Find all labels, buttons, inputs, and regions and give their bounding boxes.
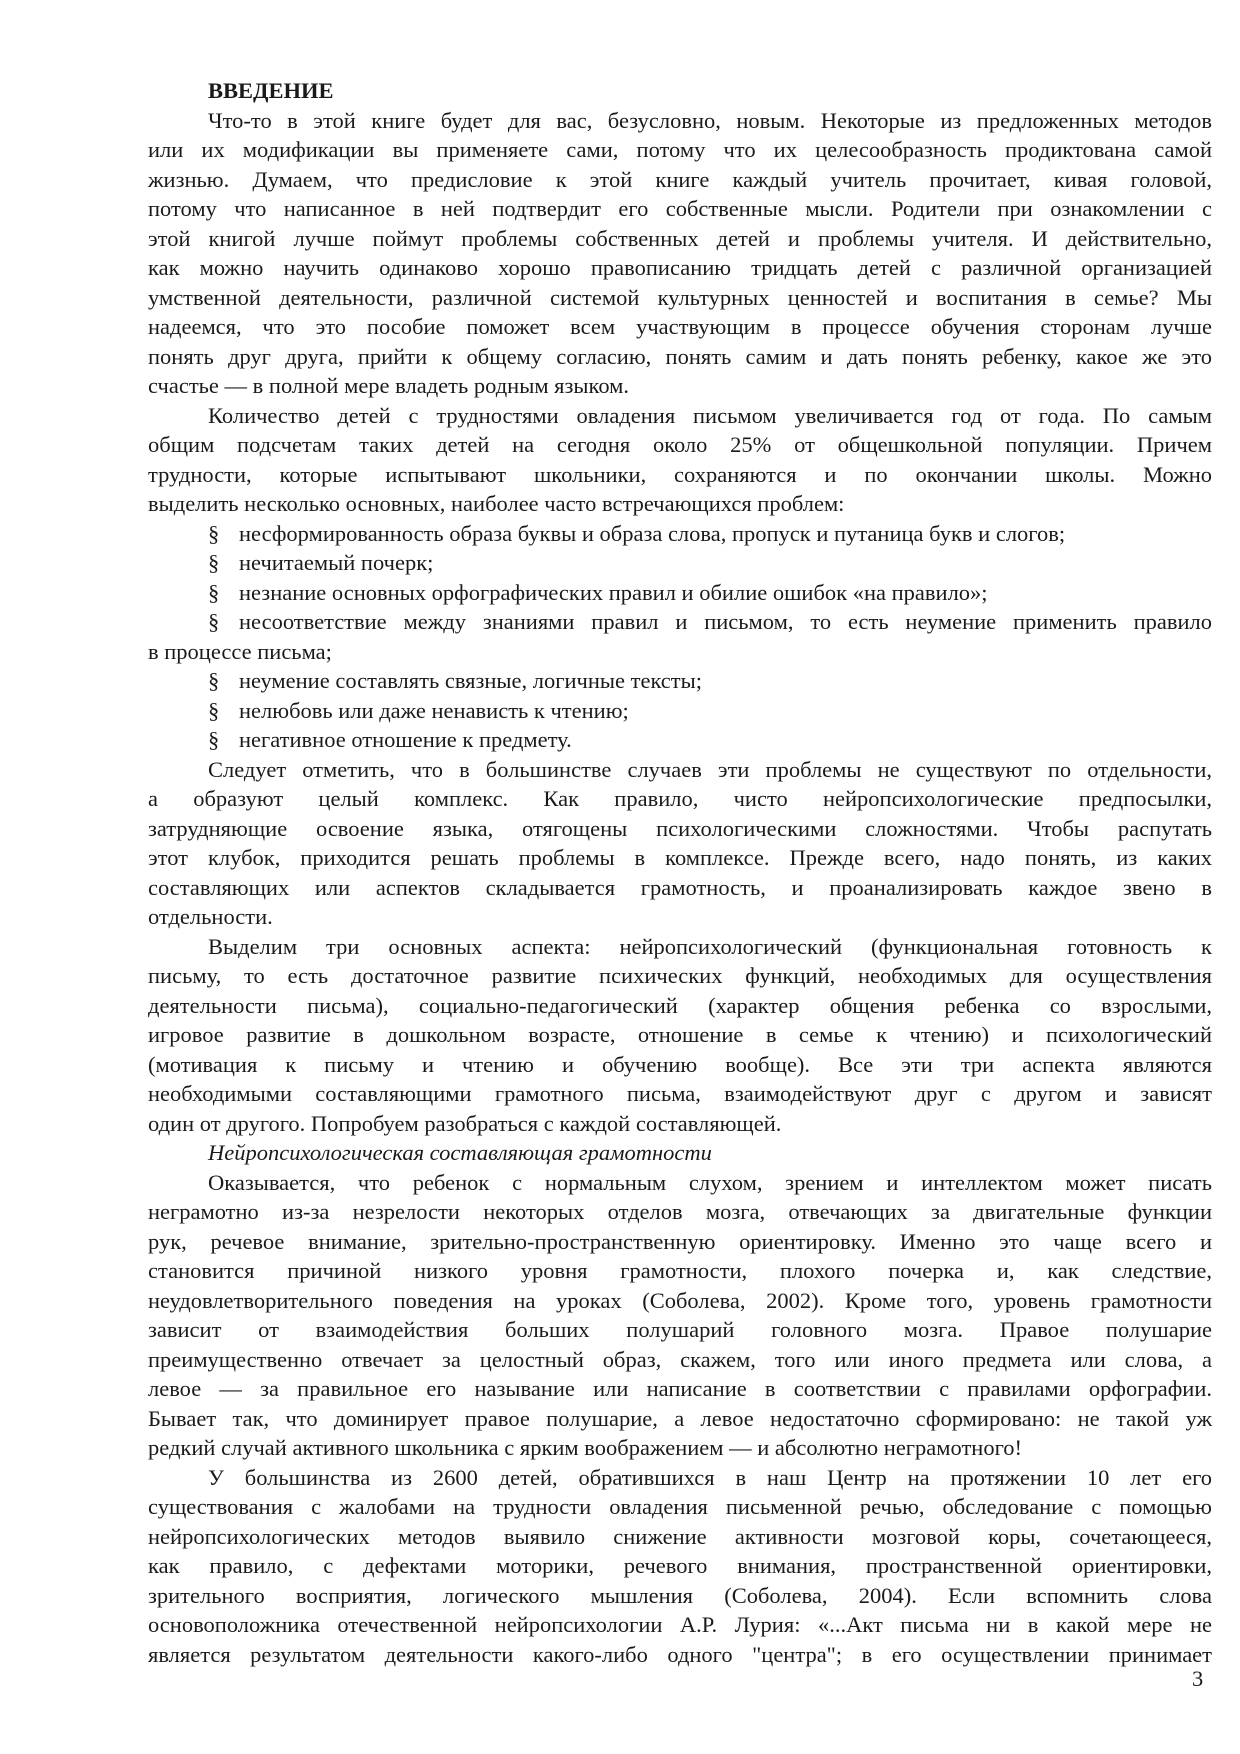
paragraph-neuro <box>148 1168 1212 1463</box>
text-line: один от другого. Попробуем разобраться с каждой составляющей. <box>148 1110 782 1136</box>
list-item-text: нечитаемый почерк; <box>239 550 434 575</box>
text-line: преимущественно отвечает за целостный образ, скажем, того или иного предмета или слова, а <box>148 1346 1212 1372</box>
text-line: понять друг друга, прийти к общему согласию, понять самим и дать понять ребенку, какое же это <box>148 343 1212 369</box>
section-sign-bullet-icon: § <box>208 697 220 723</box>
list-item-text: несоответствие между знаниями правил и письмом, то есть неумение применить правило <box>239 609 1212 634</box>
text-line: как можно научить одинаково хорошо правописанию тридцать детей с различной организацией <box>148 255 1212 280</box>
section-sign-bullet-icon: § <box>208 668 220 693</box>
text-line: Бывает так, что доминирует правое полушарие, а левое недостаточно сформировано: не такой уж <box>148 1405 1212 1431</box>
text-line: жизнью. Думаем, что предисловие к этой книге каждый учитель прочитает, кивая головой, <box>148 166 1212 192</box>
paragraph-aspects <box>148 932 1212 1139</box>
text-line: Следует отметить, что в большинстве случаев эти проблемы не существуют по отдельности, <box>208 756 1212 782</box>
text-line: этой книгой лучше поймут проблемы собственных детей и проблемы учителя. И действительно, <box>148 225 1212 251</box>
text-line: потому что написанное в ней подтвердит его собственные мысли. Родители при ознакомлении с <box>148 196 1212 221</box>
section-heading: ВВЕДЕНИЕ <box>208 78 334 103</box>
text-line: существования с жалобами на трудности овладения письменной речью, обследование с помощью <box>148 1494 1212 1519</box>
paragraph-difficulties <box>148 401 1212 519</box>
text-line: умственной деятельности, различной системой культурных ценностей и воспитания в семье? Мы <box>148 284 1212 310</box>
list-item <box>148 519 1212 549</box>
paragraph-intro <box>148 106 1212 401</box>
list-item <box>148 548 1212 578</box>
text-line: левое — за правильное его называние или написание в соответствии с правилами орфографии. <box>148 1376 1212 1401</box>
list-item-text: нелюбовь или даже ненависть к чтению; <box>239 697 629 723</box>
text-line: Количество детей с трудностями овладения письмом увеличивается год от года. По самым <box>208 402 1212 428</box>
text-line: счастье — в полной мере владеть родным языком. <box>148 373 630 398</box>
text-line: необходимыми составляющими грамотного письма, взаимодействуют друг с другом и зависят <box>148 1081 1212 1106</box>
section-sign-bullet-icon: § <box>208 727 220 752</box>
text-line: нейропсихологических методов выявило снижение активности мозговой коры, сочетающееся, <box>148 1523 1212 1549</box>
text-line: зрительного восприятия, логического мышления (Соболева, 2004). Если вспомнить слова <box>148 1582 1212 1608</box>
list-item-text: негативное отношение к предмету. <box>239 727 572 752</box>
section-sign-bullet-icon: § <box>208 579 220 605</box>
text-line: Оказывается, что ребенок с нормальным слухом, зрением и интеллектом может писать <box>208 1169 1212 1195</box>
text-line: составляющих или аспектов складывается грамотность, и проанализировать каждое звено в <box>148 874 1212 900</box>
list-item <box>148 725 1212 755</box>
text-line: неграмотно из-за незрелости некоторых отделов мозга, отвечающих за двигательные функции <box>148 1199 1212 1224</box>
text-line: редкий случай активного школьника с ярким воображением — и абсолютно неграмотного! <box>148 1435 1022 1460</box>
text-line: игровое развитие в дошкольном возрасте, отношение в семье к чтению) и психологический <box>148 1022 1212 1047</box>
list-item-continuation: в процессе письма; <box>148 638 332 664</box>
text-line: является результатом деятельности какого-либо одного "центра"; в его осуществлении принимает <box>148 1641 1212 1667</box>
text-line: Что-то в этой книге будет для вас, безусловно, новым. Некоторые из предложенных методов <box>208 107 1212 133</box>
document-page <box>148 76 1212 1669</box>
paragraph-complex <box>148 755 1212 932</box>
text-line: а образуют целый комплекс. Как правило, чисто нейропсихологические предпосылки, <box>148 786 1212 811</box>
text-line: этот клубок, приходится решать проблемы в комплексе. Прежде всего, надо понять, из каких <box>148 845 1212 870</box>
text-line: Выделим три основных аспекта: нейропсихологический (функциональная готовность к <box>208 933 1212 959</box>
text-line: как правило, с дефектами моторики, речевого внимания, пространственной ориентировки, <box>148 1553 1212 1578</box>
list-item <box>148 696 1212 726</box>
text-line: становится причиной низкого уровня грамотности, плохого почерка и, как следствие, <box>148 1258 1212 1283</box>
text-line: деятельности письма), социально-педагогический (характер общения ребенка со взрослыми, <box>148 992 1212 1018</box>
text-line: письму, то есть достаточное развитие психических функций, необходимых для осуществления <box>148 963 1212 988</box>
text-line: или их модификации вы применяете сами, потому что их целесообразность продиктована самой <box>148 137 1212 162</box>
page-number: 3 <box>1192 1666 1204 1691</box>
text-line: затрудняющие освоение языка, отягощены психологическими сложностями. Чтобы распутать <box>148 815 1212 841</box>
list-item <box>148 578 1212 608</box>
text-line: (мотивация к письму и чтению и обучению вообще). Все эти три аспекта являются <box>148 1051 1212 1077</box>
list-item-text: несформированность образа буквы и образа слова, пропуск и путаница букв и слогов; <box>239 520 1066 546</box>
text-line: основоположника отечественной нейропсихологии А.Р. Лурия: «...Акт письма ни в какой мере не <box>148 1612 1212 1637</box>
text-line: У большинства из 2600 детей, обратившихся в наш Центр на протяжении 10 лет его <box>208 1464 1212 1490</box>
text-line: выделить несколько основных, наиболее часто встречающихся проблем: <box>148 491 845 516</box>
subheading: Нейропсихологическая составляющая грамотности <box>208 1140 712 1165</box>
list-item-text: незнание основных орфографических правил и обилие ошибок «на правило»; <box>239 579 988 605</box>
text-line: зависит от взаимодействия больших полушарий головного мозга. Правое полушарие <box>148 1317 1212 1342</box>
text-line: неудовлетворительного поведения на уроках (Соболева, 2002). Кроме того, уровень грамотности <box>148 1287 1212 1313</box>
section-sign-bullet-icon: § <box>208 609 220 634</box>
section-sign-bullet-icon: § <box>208 520 220 546</box>
text-line: общим подсчетам таких детей на сегодня около 25% от общешкольной популяции. Причем <box>148 432 1212 457</box>
list-item <box>148 666 1212 696</box>
text-line: отдельности. <box>148 904 273 929</box>
section-sign-bullet-icon: § <box>208 550 220 575</box>
text-line: рук, речевое внимание, зрительно-пространственную ориентировку. Именно это чаще всего и <box>148 1228 1212 1254</box>
text-line: трудности, которые испытывают школьники, сохраняются и по окончании школы. Можно <box>148 461 1212 487</box>
list-item-text: неумение составлять связные, логичные тексты; <box>239 668 702 693</box>
list-item <box>148 607 1212 637</box>
paragraph-center <box>148 1463 1212 1670</box>
text-line: надеемся, что это пособие поможет всем участвующим в процессе обучения сторонам лучше <box>148 314 1212 339</box>
problems-list <box>148 519 1212 755</box>
